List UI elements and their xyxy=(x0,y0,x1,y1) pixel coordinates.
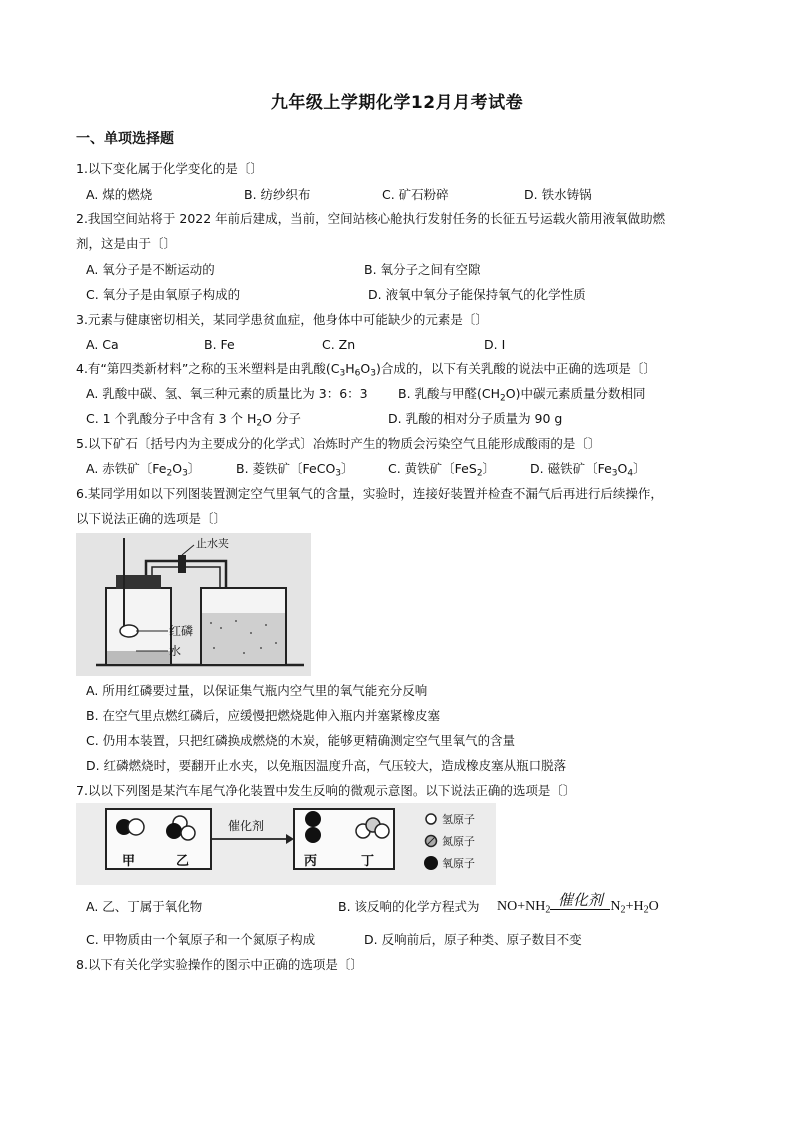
section-heading: 一、单项选择题 xyxy=(76,131,174,147)
legend-hydrogen: 氢原子 xyxy=(442,813,475,826)
question-2-stem-line1: 2.我国空间站将于 2022 年前后建成，当前，空间站核心舱执行发射任务的长征五号运载火箭用液氧做助燃 xyxy=(76,211,666,226)
q1-option-b: B. 纺纱织布 xyxy=(244,187,311,202)
oxygen-measurement-apparatus-figure xyxy=(76,533,311,676)
label-bing: 丙 xyxy=(304,854,318,869)
q3-option-a: A. Ca xyxy=(86,337,119,352)
question-7-stem: 7.以以下列图是某汽车尾气净化装置中发生反响的微观示意图。以下说法正确的选项是〔〕 xyxy=(76,783,576,798)
question-1-stem: 1.以下变化属于化学变化的是〔〕 xyxy=(76,161,263,176)
q4-option-b: B. 乳酸与甲醛$(CH_2O)$中碳元素质量分数相同 xyxy=(398,386,646,404)
label-stop-clamp: 止水夹 xyxy=(196,537,229,550)
question-3-stem: 3.元素与健康密切相关，某同学患贫血症，他身体中可能缺少的元素是〔〕 xyxy=(76,312,488,327)
q1-option-a: A. 煤的燃烧 xyxy=(86,187,153,202)
question-2-stem-line2: 剂，这是由于〔〕 xyxy=(76,236,177,251)
arrow-catalyst-label: 催化剂 xyxy=(228,819,265,833)
q5-option-b: B. 菱铁矿〔FeCO$_3$〕 xyxy=(236,461,354,479)
q4-option-d: D. 乳酸的相对分子质量为 90 g xyxy=(388,411,563,426)
question-5-stem: 5.以下矿石〔括号内为主要成分的化学式〕冶炼时产生的物质会污染空气且能形成酸雨的是〔〕 xyxy=(76,436,601,451)
reaction-microscopic-figure xyxy=(76,803,496,885)
q7-option-b: B. 该反响的化学方程式为 xyxy=(338,899,480,914)
q5-option-c: C. 黄铁矿〔FeS$_2$〕 xyxy=(388,461,496,479)
q3-option-b: B. Fe xyxy=(204,337,235,352)
q3-option-d: D. I xyxy=(484,337,506,352)
reaction-diagram xyxy=(76,803,496,885)
label-jia: 甲 xyxy=(122,854,136,869)
question-4-stem: 4.有“第四类新材料”之称的玉米塑料是由乳酸$(C_3H_6O_3)$合成的，以下有关乳酸的说法中正确的选项是〔〕 xyxy=(76,361,656,379)
label-red-phosphorus: 红磷 xyxy=(169,624,194,638)
question-8-stem: 8.以下有关化学实验操作的图示中正确的选项是〔〕 xyxy=(76,957,363,972)
legend-oxygen: 氧原子 xyxy=(442,857,475,870)
q1-option-c: C. 矿石粉碎 xyxy=(382,187,449,202)
q2-option-a: A. 氧分子是不断运动的 xyxy=(86,262,215,277)
q7-option-a: A. 乙、丁属于氧化物 xyxy=(86,899,203,914)
q5-option-a: A. 赤铁矿〔$Fe_2O_3$〕 xyxy=(86,461,201,479)
q7-option-c: C. 甲物质由一个氧原子和一个氮原子构成 xyxy=(86,932,316,947)
apparatus-diagram xyxy=(76,533,311,676)
q4-option-c: C. 1 个乳酸分子中含有 3 个 $H_2O$ 分子 xyxy=(86,411,301,429)
q6-option-b: B. 在空气里点燃红磷后，应缓慢把燃烧匙伸入瓶内并塞紧橡皮塞 xyxy=(86,708,441,723)
q6-option-d: D. 红磷燃烧时，要翻开止水夹，以免瓶因温度升高，气压较大，造成橡皮塞从瓶口脱落 xyxy=(86,758,567,773)
label-ding: 丁 xyxy=(361,854,375,869)
question-6-stem-line1: 6.某同学用如以下列图装置测定空气里氧气的含量，实验时，连接好装置并检查不漏气后再进行后续操作， xyxy=(76,486,663,501)
q7-chemical-equation: $NO+NH_2$ 催化剂 $N_2+H_2O$ xyxy=(497,891,659,916)
question-6-stem-line2: 以下说法正确的选项是〔〕 xyxy=(76,511,227,526)
label-water: 水 xyxy=(169,644,182,658)
page-title: 九年级上学期化学12月月考试卷 xyxy=(270,93,524,113)
q1-option-d: D. 铁水铸锅 xyxy=(524,187,592,202)
q6-option-a: A. 所用红磷要过量，以保证集气瓶内空气里的氧气能充分反响 xyxy=(86,683,428,698)
q2-option-c: C. 氧分子是由氧原子构成的 xyxy=(86,287,241,302)
q5-option-d: D. 磁铁矿〔$Fe_3O_4$〕 xyxy=(530,461,646,479)
q2-option-b: B. 氧分子之间有空隙 xyxy=(364,262,481,277)
q3-option-c: C. Zn xyxy=(322,337,356,352)
q7-option-d: D. 反响前后，原子种类、原子数目不变 xyxy=(364,932,582,947)
label-yi: 乙 xyxy=(176,854,190,869)
q2-option-d: D. 液氧中氧分子能保持氧气的化学性质 xyxy=(368,287,586,302)
q6-option-c: C. 仍用本装置，只把红磷换成燃烧的木炭，能够更精确测定空气里氧气的含量 xyxy=(86,733,516,748)
equation-catalyst: 催化剂 xyxy=(557,891,603,909)
q4-option-a: A. 乳酸中碳、氢、氧三种元素的质量比为 3：6：3 xyxy=(86,386,368,401)
legend-nitrogen: 氮原子 xyxy=(442,835,475,848)
